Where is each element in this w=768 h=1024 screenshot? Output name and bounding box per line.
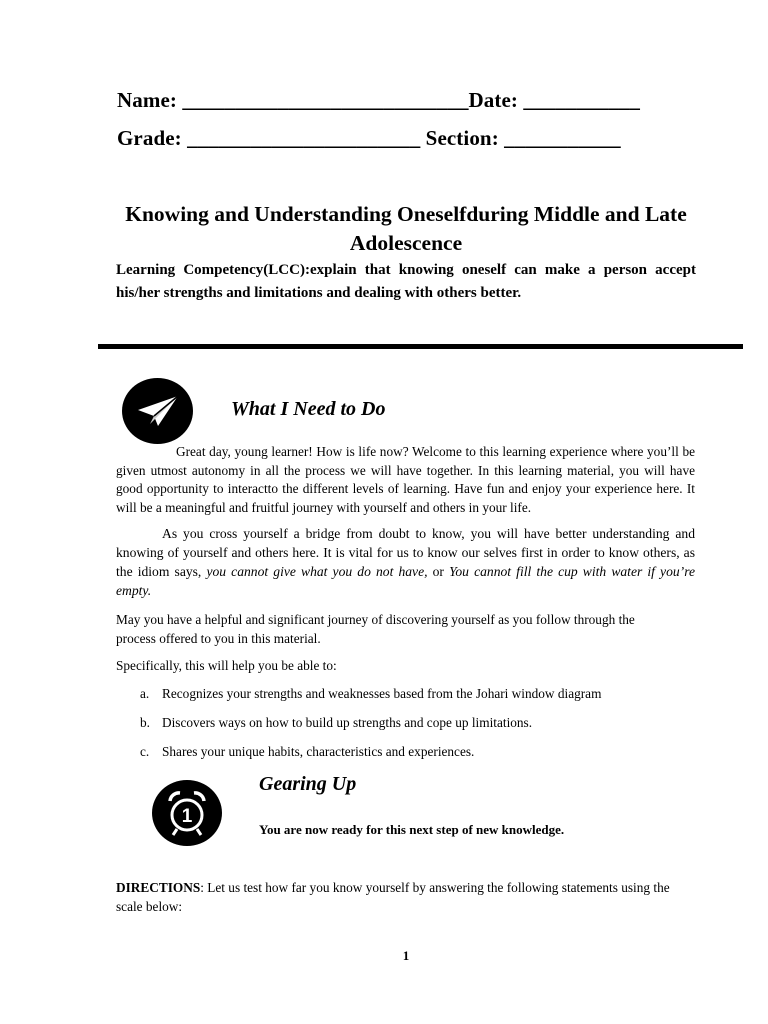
journey-paragraph: May you have a helpful and significant journey of discovering yourself as you follow through the process offered to you in this material.	[116, 612, 635, 646]
grade-blank: ______________________	[187, 126, 421, 150]
name-label: Name:	[117, 88, 177, 112]
date-blank: ___________	[523, 88, 640, 112]
section-heading-what-i-need-to-do: What I Need to Do	[231, 398, 386, 420]
bridge-paragraph-text: As you cross yourself a bridge from doubt to know, you will have better understanding and knowing of yourself and others here. It is vital for us to know our selves first in order to know others, as the idiom says,	[116, 526, 695, 579]
section-heading-gearing-up: Gearing Up	[259, 773, 357, 795]
list-marker: a.	[140, 686, 150, 701]
objectives-intro: Specifically, this will help you be able to:	[116, 658, 337, 673]
clock-number: 1	[181, 806, 193, 827]
directions-label: DIRECTIONS	[116, 880, 201, 895]
date-label: Date:	[468, 88, 519, 112]
grade-label: Grade:	[117, 126, 182, 150]
gearing-up-subtext: You are now ready for this next step of new knowledge.	[259, 822, 565, 837]
directions-paragraph	[116, 879, 695, 916]
name-date-line	[117, 88, 640, 113]
name-blank: ___________________________	[182, 88, 469, 112]
grade-section-line	[117, 126, 621, 151]
learning-competency: Learning Competency(LCC):explain that knowing oneself can make a person accept his/her strengths and limitations and dealing with others better.	[116, 262, 696, 301]
list-item	[140, 714, 532, 732]
section-divider	[98, 344, 743, 349]
paper-plane-icon	[122, 378, 193, 444]
list-item	[140, 743, 474, 761]
directions-text: : Let us test how far you know yourself by answering the following statements using the scale below:	[116, 880, 670, 914]
section-label: Section:	[425, 126, 499, 150]
idiom-quote-2: You cannot fill the cup with water if you’re empty.	[116, 564, 696, 598]
intro-paragraph: Great day, young learner! How is life now? Welcome to this learning experience where you’ll be given utmost autonomy in all the process we will have together. In this learning material, you will have good opportunity to interactto the different levels of learning. Have fun and enjoy your experience here. It will be a meaningful and fruitful journey with yourself and others in your life.	[116, 444, 695, 515]
objective-text: Discovers ways on how to build up strengths and cope up limitations.	[162, 715, 533, 730]
bridge-paragraph	[116, 524, 695, 600]
section-blank: ___________	[504, 126, 621, 150]
list-marker: b.	[140, 715, 150, 730]
alarm-clock-icon	[152, 780, 222, 846]
page-number: 1	[402, 948, 410, 963]
idiom-quote-1: you cannot give what you do not have,	[206, 564, 428, 579]
objective-text: Recognizes your strengths and weaknesses based from the Johari window diagram	[162, 686, 602, 701]
list-item	[140, 685, 601, 703]
document-title: Knowing and Understanding Oneselfduring Middle and Late Adolescence	[125, 202, 687, 255]
list-marker: c.	[140, 744, 150, 759]
objective-text: Shares your unique habits, characteristics and experiences.	[162, 744, 475, 759]
idiom-or: or	[432, 564, 444, 579]
